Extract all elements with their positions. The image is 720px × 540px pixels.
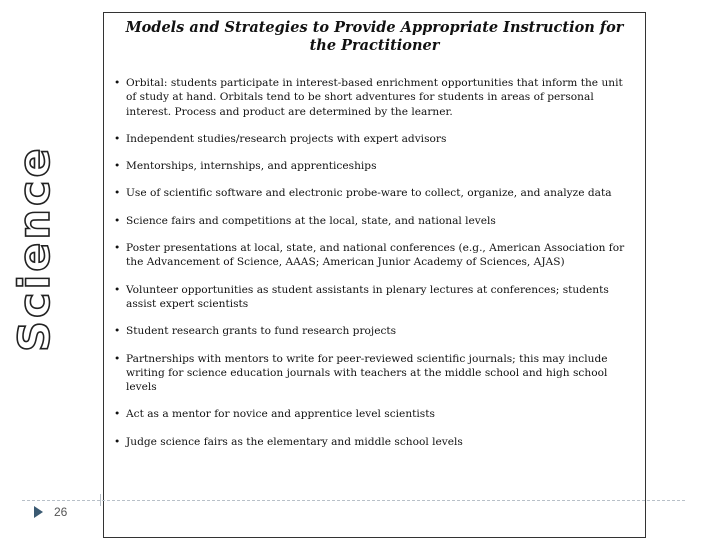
bullet-icon: • — [114, 325, 121, 338]
bullet-icon: • — [114, 408, 121, 421]
footer-tick — [100, 494, 101, 506]
list-item-text: Act as a mentor for novice and apprentice level scientists — [126, 408, 435, 421]
list-item-text: Volunteer opportunities as student assistants in plenary lectures at conferences; students assist expert scientists — [126, 283, 609, 310]
list-item — [114, 352, 631, 395]
list-item-text: Science fairs and competitions at the local, state, and national levels — [126, 214, 496, 227]
list-item-text: Independent studies/research projects with expert advisors — [126, 132, 447, 145]
list-item-text: Partnerships with mentors to write for peer-reviewed scientific journals; this may include writing for science education journals with teachers at the middle school and high school levels — [126, 352, 608, 394]
list-item-text: Mentorships, internships, and apprenticeships — [126, 160, 377, 173]
list-item-text: Student research grants to fund research projects — [126, 325, 397, 338]
list-item — [114, 132, 631, 146]
bullet-icon: • — [114, 214, 121, 227]
bullet-icon: • — [114, 77, 121, 89]
bullet-icon: • — [114, 242, 121, 255]
list-item — [114, 76, 631, 119]
bullet-icon: • — [114, 352, 121, 365]
bullet-icon: • — [114, 283, 121, 296]
document-image — [103, 12, 646, 538]
list-item-text: Orbital: students participate in interest-based enrichment opportunities that inform the unit of study at hand. Orbitals tend to be short adventures for students in areas of personal interest. Process and product are determined by the learner. — [126, 77, 623, 118]
strategy-list — [104, 76, 645, 449]
list-item — [114, 283, 631, 312]
list-item-text: Poster presentations at local, state, and national conferences (e.g., American Association for the Advancement of Science, AAAS; American Junior Academy of Sciences, AJAS) — [126, 242, 625, 269]
list-item — [114, 241, 631, 270]
list-item — [114, 159, 631, 173]
document-title: Models and Strategies to Provide Appropriate Instruction for the Practitioner — [125, 19, 624, 54]
list-item — [114, 407, 631, 421]
footer-divider — [22, 500, 685, 501]
bullet-icon: • — [114, 132, 121, 145]
list-item-text: Use of scientific software and electronic probe-ware to collect, organize, and analyze data — [126, 187, 612, 200]
list-item — [114, 324, 631, 338]
bullet-icon: • — [114, 187, 121, 200]
bullet-icon: • — [114, 160, 121, 173]
list-item — [114, 214, 631, 228]
side-title: Science — [10, 145, 60, 352]
bullet-icon: • — [114, 435, 121, 448]
list-item-text: Judge science fairs as the elementary and middle school levels — [126, 435, 463, 448]
list-item — [114, 435, 631, 449]
arrow-icon — [34, 506, 43, 518]
list-item — [114, 186, 631, 200]
page-number: 26 — [54, 505, 68, 519]
